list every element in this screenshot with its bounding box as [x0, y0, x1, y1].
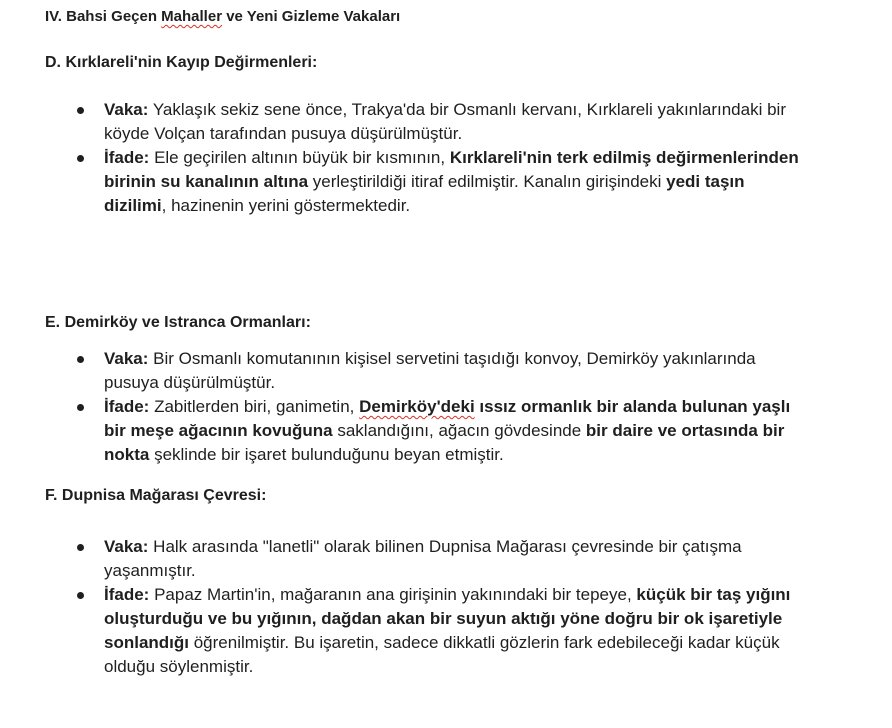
- bold-text: Vaka:: [104, 100, 149, 119]
- bullet-icon: [77, 356, 84, 363]
- section-heading: F. Dupnisa Mağarası Çevresi:: [45, 487, 267, 504]
- bold-text: küçük bir taş yığını oluşturduğu ve bu yığının, dağdan akan bir suyun aktığı yöne doğru bir ok işaretiyle sonlandığı: [104, 585, 791, 652]
- bold-text: yedi taşın dizilimi: [104, 172, 745, 215]
- bold-text: Kırklareli'nin terk edilmiş değirmenlerinden birinin su kanalının altına: [104, 148, 799, 191]
- bullet-list: [0, 347, 800, 467]
- text-run: Ele geçirilen altının büyük bir kısmının,: [149, 148, 450, 167]
- list-item: [0, 98, 800, 146]
- bold-text: İfade:: [104, 397, 150, 416]
- bold-text: ıssız ormanlık bir alanda bulunan yaşlı bir meşe ağacının kovuğuna: [104, 397, 791, 440]
- bold-text: bir daire ve ortasında bir nokta: [104, 421, 785, 464]
- text-run: şeklinde bir işaret bulunduğunu beyan etmiştir.: [149, 445, 504, 464]
- list-item: [0, 535, 800, 583]
- text-run: Bir Osmanlı komutanının kişisel servetini taşıdığı konvoy, Demirköy yakınlarında pusuya düşürülmüştür.: [104, 349, 756, 392]
- bold-text: Demirköy'deki: [359, 397, 475, 416]
- text-run: saklandığını, ağacın gövdesinde: [332, 421, 586, 440]
- bullet-list: [0, 98, 800, 218]
- list-item: [0, 146, 800, 218]
- bold-text: Vaka:: [104, 349, 149, 368]
- text-run: , hazinenin yerini göstermektedir.: [161, 196, 411, 215]
- bullet-icon: [77, 107, 84, 114]
- list-item: [0, 347, 800, 395]
- bullet-icon: [77, 544, 84, 551]
- section-heading: E. Demirköy ve Istranca Ormanları:: [45, 314, 311, 331]
- list-item: [0, 583, 800, 679]
- text-run: ve Yeni Gizleme Vakaları: [222, 8, 401, 25]
- bold-text: İfade:: [104, 585, 150, 604]
- document-title: [45, 8, 400, 25]
- bold-text: İfade:: [104, 148, 150, 167]
- text-run: Zabitlerden biri, ganimetin,: [149, 397, 360, 416]
- text-run: Papaz Martin'in, mağaranın ana girişinin yakınındaki bir tepeye,: [149, 585, 637, 604]
- bullet-icon: [77, 592, 84, 599]
- text-run: yerleştirildiği itiraf edilmiştir. Kanalın girişindeki: [308, 172, 667, 191]
- text-run: Mahaller: [161, 8, 223, 25]
- text-run: Halk arasında "lanetli" olarak bilinen Dupnisa Mağarası çevresinde bir çatışma yaşanmıştır.: [104, 537, 742, 580]
- list-item: [0, 395, 800, 467]
- bullet-icon: [77, 155, 84, 162]
- text-run: Yaklaşık sekiz sene önce, Trakya'da bir Osmanlı kervanı, Kırklareli yakınlarındaki bir köyde Volçan tarafından pusuya düşürülmüştür.: [104, 100, 786, 143]
- bullet-icon: [77, 404, 84, 411]
- text-run: öğrenilmiştir. Bu işaretin, sadece dikkatli gözlerin fark edebileceği kadar küçük olduğu söylenmiştir.: [104, 633, 780, 676]
- section-heading: D. Kırklareli'nin Kayıp Değirmenleri:: [45, 54, 318, 71]
- text-run: IV. Bahsi Geçen: [45, 8, 162, 25]
- bold-text: Vaka:: [104, 537, 149, 556]
- bullet-list: [0, 535, 800, 679]
